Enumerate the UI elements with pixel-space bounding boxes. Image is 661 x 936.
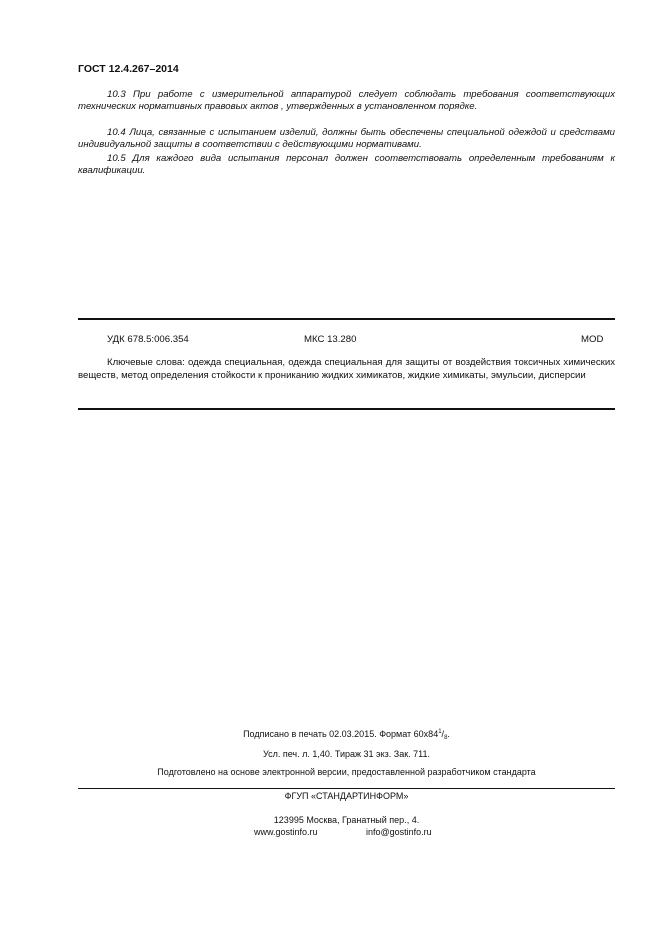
publisher-name: ФГУП «СТАНДАРТИНФОРМ»	[284, 791, 409, 801]
section-10-5: 10.5 Для каждого вида испытания персонал должен соответствовать определенным требованиям к квалификации.	[78, 153, 615, 176]
prepared-note: Подготовлено на основе электронной версии, предоставленной разработчиком стандарта	[157, 767, 536, 777]
imprint-divider	[78, 788, 615, 789]
signed-suffix: .	[447, 729, 450, 739]
signed-text: Подписано в печать 02.03.2015. Формат 60х84	[243, 729, 439, 739]
website-link[interactable]: www.gostinfo.ru	[254, 827, 318, 837]
section-10-4: 10.4 Лица, связанные с испытанием изделий, должны быть обеспечены специальной одеждой и средствами индивидуальной защиты в соответствии с действующими нормативами.	[78, 127, 615, 150]
signed-line	[78, 729, 615, 741]
keywords: Ключевые слова: одежда специальная, одежда специальная для защиты от воздействия токсичных химических веществ, метод определения стойкости к прониканию жидких химикатов, жидкие химикаты, эмульсии, дисперсии	[78, 357, 615, 381]
bottom-divider	[78, 408, 615, 410]
print-info: Усл. печ. л. 1,40. Тираж 31 экз. Зак. 711.	[262, 749, 431, 759]
section-10-3: 10.3 При работе с измерительной аппаратурой следует соблюдать требования соответствующих технических нормативных правовых актов , утвержденных в установленном порядке.	[78, 89, 615, 112]
email-link[interactable]: info@gostinfo.ru	[366, 827, 432, 837]
format-denominator: 8	[444, 735, 448, 741]
document-code: ГОСТ 12.4.267–2014	[78, 63, 179, 75]
top-divider	[78, 318, 615, 320]
format-numerator: 1	[438, 729, 442, 735]
format-slash: /	[441, 729, 445, 739]
mod-label: MOD	[581, 334, 604, 345]
udk-code: УДК 678.5:006.354	[107, 334, 189, 345]
publisher-address: 123995 Москва, Гранатный пер., 4.	[273, 815, 420, 825]
mks-code: МКС 13.280	[304, 334, 357, 345]
